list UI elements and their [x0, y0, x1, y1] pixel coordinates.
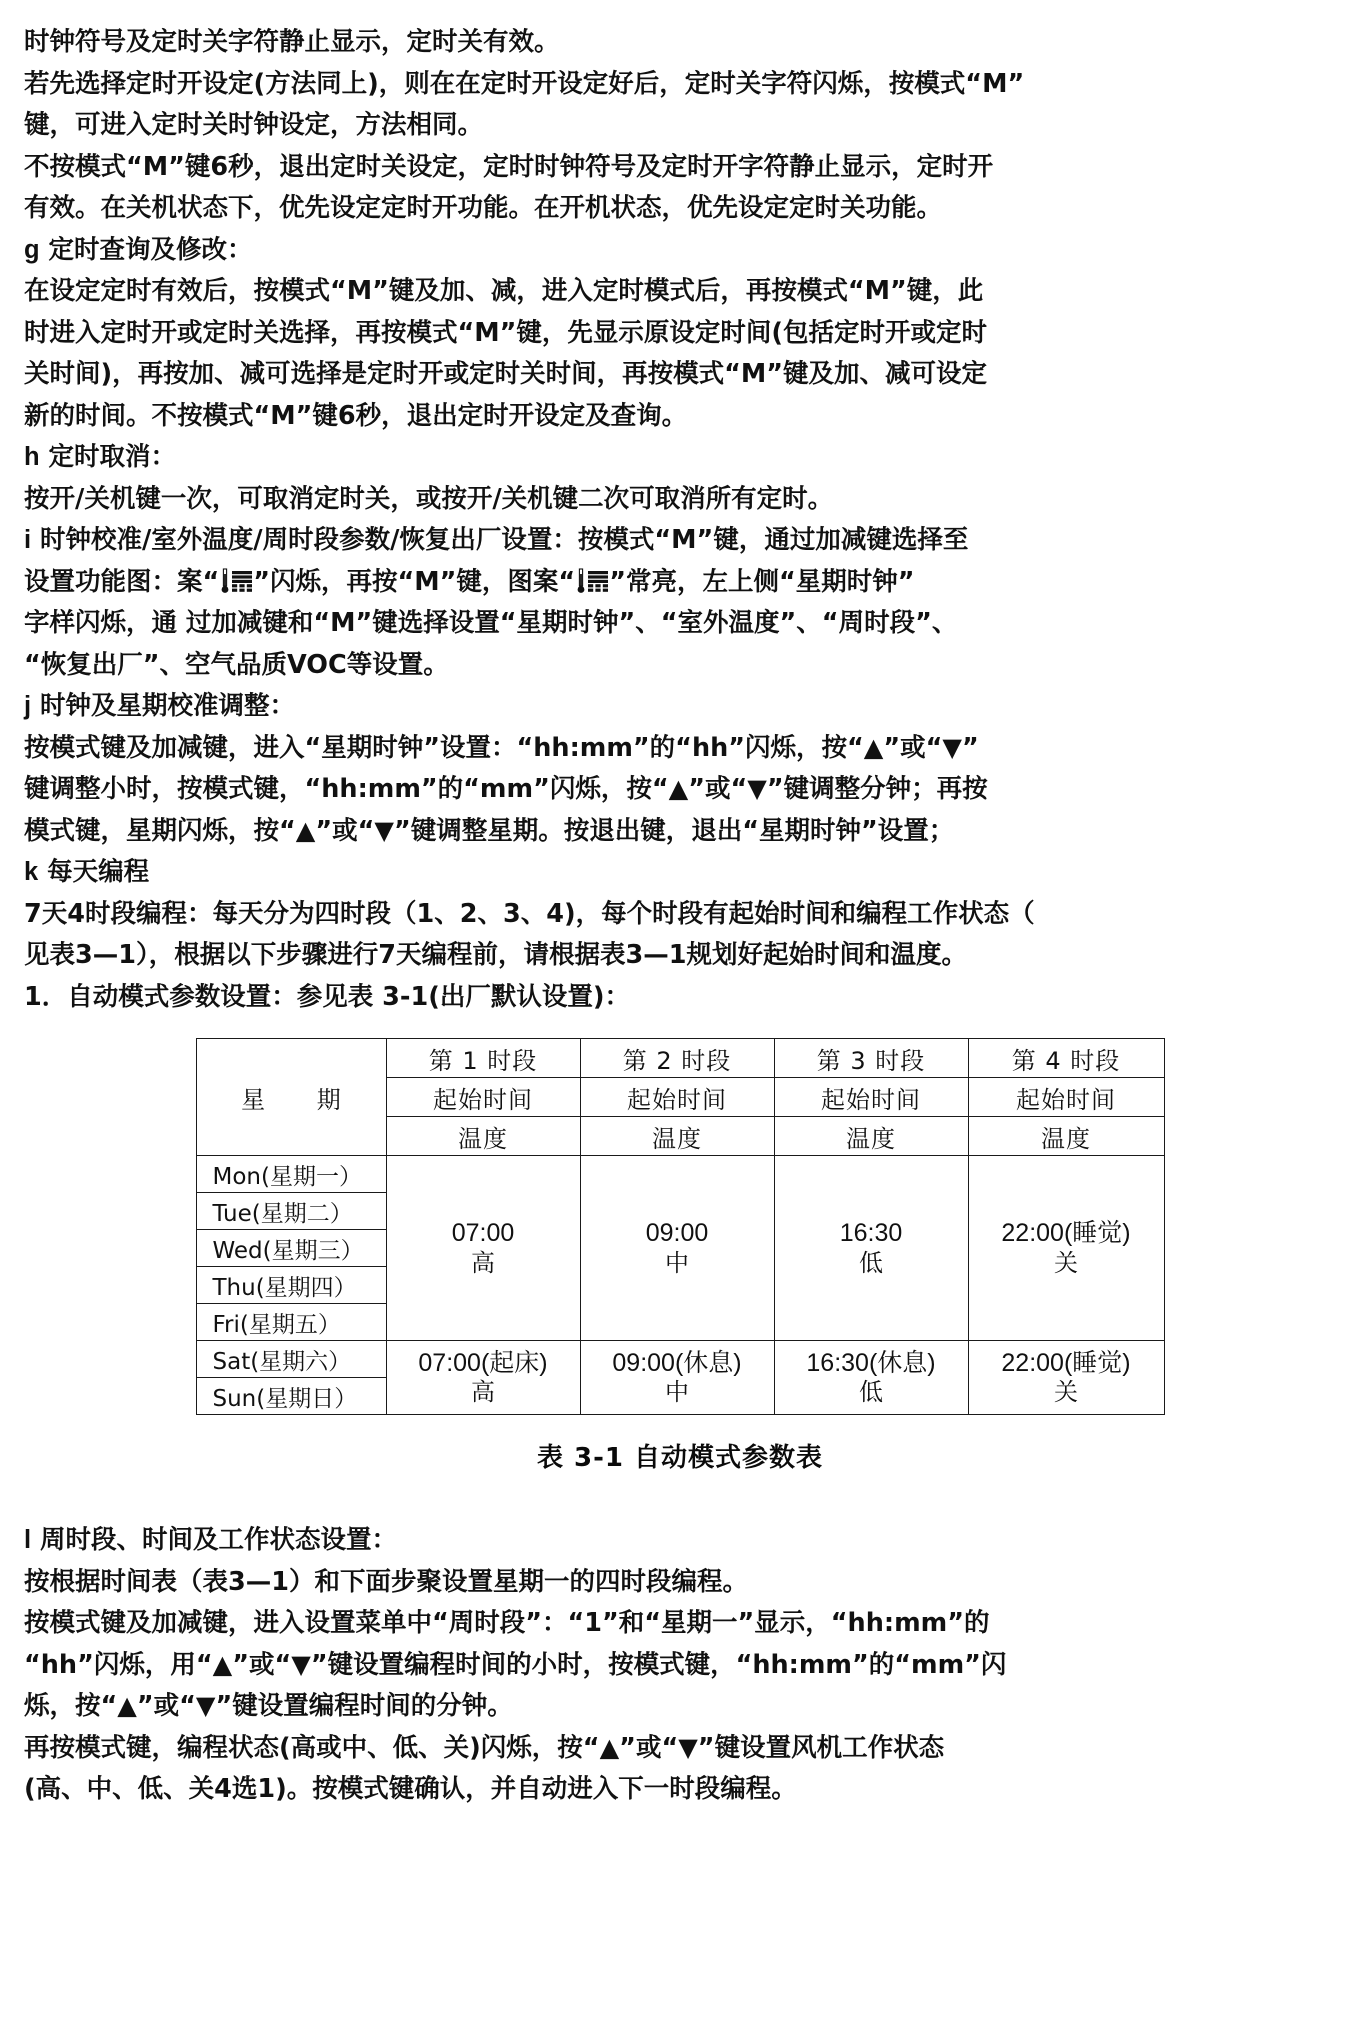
auto-mode-parameter-table: [196, 1038, 1165, 1415]
weekday-period-3-cell: [774, 1156, 968, 1341]
section-heading-g: [24, 230, 1336, 272]
section-title-j: 时钟及星期校准调整：: [39, 691, 295, 721]
auto-mode-parameter-table-wrapper: [24, 1038, 1336, 1415]
temperature-header-4: 温度: [968, 1117, 1164, 1156]
paragraph-line: 时进入定时开或定时关选择，再按模式“M”键，先显示原设定时间(包括定时开或定时: [24, 317, 988, 348]
section-title-k: 每天编程: [47, 857, 150, 887]
temperature-header-1: 温度: [386, 1117, 580, 1156]
paragraph-line: 若先选择定时开设定(方法同上)，则在在定时开设定好后，定时关字符闪烁，按模式“M”: [24, 68, 1025, 99]
weekend-period-1-level: 高: [471, 1378, 495, 1407]
spacer: [24, 1474, 1336, 1520]
start-time-header-3: 起始时间: [774, 1078, 968, 1117]
section-heading-h: [24, 437, 1336, 479]
body-text-block-bottom: [24, 1520, 1336, 1811]
start-time-header-4: 起始时间: [968, 1078, 1164, 1117]
weekday-period-2-cell: [580, 1156, 774, 1341]
numbered-item-line: 1．自动模式参数设置：参见表 3-1(出厂默认设置)：: [24, 981, 630, 1012]
period-header-3: 第 3 时段: [774, 1039, 968, 1078]
paragraph-line: 烁，按“▲”或“▼”键设置编程时间的分钟。: [24, 1691, 513, 1721]
section-heading-l: [24, 1520, 1336, 1562]
start-time-header-1: 起始时间: [386, 1078, 580, 1117]
weekend-period-2-cell: [580, 1341, 774, 1415]
paragraph-line: 按模式键及加减键，进入“星期时钟”设置：“hh:mm”的“hh”闪烁，按“▲”或“▼”: [24, 732, 979, 763]
paragraph-line: 7天4时段编程：每天分为四时段（1、2、3、4)，每个时段有起始时间和编程工作状态（: [24, 898, 1035, 929]
weekday-period-1-time: 07:00: [451, 1219, 515, 1248]
thermometer-icon: [577, 568, 585, 594]
period-header-2: 第 2 时段: [580, 1039, 774, 1078]
weekend-period-2-time: 09:00(休息): [612, 1348, 742, 1377]
paragraph-line: 键，可进入定时关时钟设定，方法相同。: [24, 110, 484, 140]
section-title-g: 定时查询及修改：: [48, 234, 253, 265]
paragraph-line: 键调整小时，按模式键，“hh:mm”的“mm”闪烁，按“▲”或“▼”键调整分钟；再按: [24, 774, 988, 804]
weekend-period-4-time: 22:00(睡觉): [1001, 1348, 1131, 1377]
table-row: [196, 1341, 1164, 1378]
weekday-period-1-cell: [386, 1156, 580, 1341]
table-corner-week-label: 星 期: [196, 1039, 386, 1156]
weekend-period-3-time: 16:30(休息): [806, 1348, 936, 1377]
section-title-h: 定时取消：: [48, 442, 176, 472]
paragraph-line: 时钟符号及定时关字符静止显示，定时关有效。: [24, 27, 560, 57]
table-caption: 表 3-1 自动模式参数表: [536, 1443, 824, 1473]
weekday-period-2-level: 中: [665, 1248, 689, 1277]
grid-matrix-icon: [232, 571, 252, 592]
weekday-period-4-time: 22:00(睡觉): [1001, 1219, 1131, 1248]
period-header-1: 第 1 时段: [386, 1039, 580, 1078]
text-after-second-icon: ”常亮，左上侧“星期时钟”: [609, 566, 915, 597]
paragraph-line: 字样闪烁，通 过加减键和“M”键选择设置“星期时钟”、“室外温度”、“周时段”、: [24, 608, 958, 638]
weekend-period-3-level: 低: [859, 1378, 883, 1407]
temperature-header-3: 温度: [774, 1117, 968, 1156]
paragraph-line: 按模式键及加减键，进入设置菜单中“周时段”：“1”和“星期一”显示，“hh:mm”的: [24, 1608, 990, 1638]
table-row: [196, 1156, 1164, 1193]
section-label-i: i: [24, 526, 32, 554]
day-label-mon: Mon(星期一）: [196, 1156, 386, 1193]
weekday-period-4-level: 关: [1054, 1248, 1078, 1277]
paragraph-line: 有效。在关机状态下，优先设定定时开功能。在开机状态，优先设定定时关功能。: [24, 193, 943, 223]
body-text-block-top: [24, 22, 1336, 1018]
section-label-g: g: [24, 235, 40, 264]
paragraph-line: 不按模式“M”键6秒，退出定时关设定，定时时钟符号及定时开字符静止显示，定时开: [24, 151, 994, 182]
day-label-tue: Tue(星期二）: [196, 1193, 386, 1230]
start-time-header-2: 起始时间: [580, 1078, 774, 1117]
weekday-period-3-level: 低: [859, 1248, 883, 1277]
paragraph-line: 模式键，星期闪烁，按“▲”或“▼”键调整星期。按退出键，退出“星期时钟”设置；: [24, 815, 955, 846]
paragraph-line: “恢复出厂”、空气品质VOC等设置。: [24, 649, 449, 680]
section-label-j: j: [24, 692, 32, 720]
section-heading-i: [24, 520, 1336, 562]
weekend-period-2-level: 中: [665, 1378, 689, 1407]
paragraph-line: “hh”闪烁，用“▲”或“▼”键设置编程时间的小时，按模式键，“hh:mm”的“mm”闪: [24, 1649, 1007, 1680]
weekday-period-4-cell: [968, 1156, 1164, 1341]
weekend-period-1-time: 07:00(起床): [418, 1348, 548, 1377]
weekday-period-2-time: 09:00: [645, 1219, 709, 1248]
paragraph-line: 再按模式键，编程状态(高或中、低、关)闪烁，按“▲”或“▼”键设置风机工作状态: [24, 1732, 945, 1763]
day-label-fri: Fri(星期五）: [196, 1304, 386, 1341]
paragraph-line: 在设定定时有效后，按模式“M”键及加、减，进入定时模式后，再按模式“M”键，此: [24, 276, 984, 306]
section-label-h: h: [24, 443, 40, 471]
day-label-wed: Wed(星期三）: [196, 1230, 386, 1267]
weekend-period-4-cell: [968, 1341, 1164, 1415]
weekend-period-1-cell: [386, 1341, 580, 1415]
weekend-period-4-level: 关: [1054, 1378, 1078, 1407]
paragraph-line: 按开/关机键一次，可取消定时关，或按开/关机键二次可取消所有定时。: [24, 483, 834, 514]
table-header-row-periods: [196, 1039, 1164, 1078]
paragraph-line-with-icons: [24, 562, 1336, 604]
section-label-k: k: [24, 858, 39, 886]
weekend-period-3-cell: [774, 1341, 968, 1415]
paragraph-line: 见表3—1），根据以下步骤进行7天编程前，请根据表3—1规划好起始时间和温度。: [24, 940, 967, 970]
paragraph-line: 新的时间。不按模式“M”键6秒，退出定时开设定及查询。: [24, 400, 688, 431]
period-header-4: 第 4 时段: [968, 1039, 1164, 1078]
thermometer-grid-icon: [219, 568, 253, 594]
day-label-sun: Sun(星期日）: [196, 1378, 386, 1415]
text-before-first-icon: 设置功能图：案“: [24, 566, 220, 597]
section-label-l: l: [24, 1526, 32, 1554]
thermometer-icon: [221, 568, 229, 594]
day-label-thu: Thu(星期四）: [196, 1267, 386, 1304]
weekday-period-3-time: 16:30: [839, 1219, 903, 1248]
thermometer-grid-icon: [575, 568, 609, 594]
section-title-i: 时钟校准/室外温度/周时段参数/恢复出厂设置：按模式“M”键，通过加减键选择至: [39, 525, 969, 555]
paragraph-line: 按根据时间表（表3—1）和下面步聚设置星期一的四时段编程。: [24, 1566, 748, 1597]
temperature-header-2: 温度: [580, 1117, 774, 1156]
paragraph-line: (高、中、低、关4选1)。按模式键确认，并自动进入下一时段编程。: [24, 1774, 797, 1804]
paragraph-line: 关时间)，再按加、减可选择是定时开或定时关时间，再按模式“M”键及加、减可设定: [24, 359, 988, 389]
section-heading-j: [24, 686, 1336, 728]
section-title-l: 周时段、时间及工作状态设置：: [39, 1525, 397, 1555]
section-heading-k: [24, 852, 1336, 894]
day-label-sat: Sat(星期六）: [196, 1341, 386, 1378]
grid-matrix-icon: [588, 571, 608, 592]
text-between-icons: ”闪烁，再按“M”键，图案“: [253, 566, 576, 597]
weekday-period-1-level: 高: [471, 1248, 495, 1277]
